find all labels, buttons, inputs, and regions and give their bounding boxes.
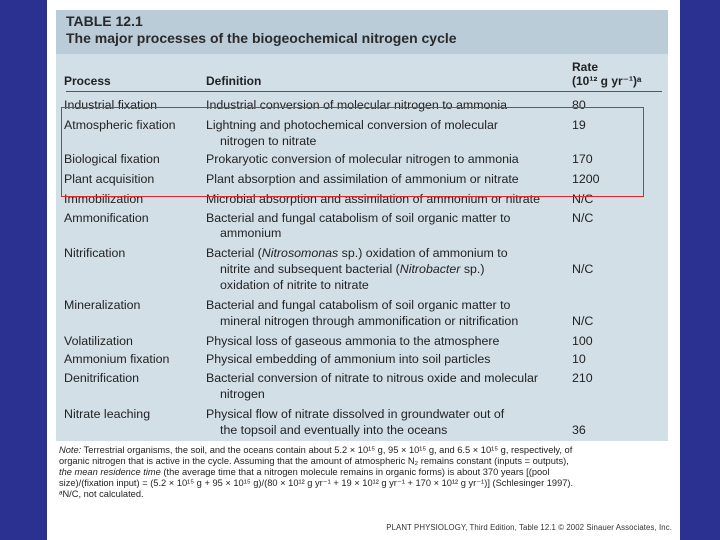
process-definition-cont: the topsoil and eventually into the oceans — [220, 423, 448, 437]
slide — [47, 0, 680, 540]
process-definition: Bacterial and fungal catabolism of soil organic matter to — [206, 211, 511, 225]
process-name: Atmospheric fixation — [64, 118, 176, 132]
process-rate: N/C — [572, 192, 594, 206]
process-rate: 170 — [572, 152, 593, 166]
process-definition: Prokaryotic conversion of molecular nitrogen to ammonia — [206, 152, 519, 166]
process-name: Volatilization — [64, 334, 133, 348]
process-definition: Bacterial conversion of nitrate to nitrous oxide and molecular — [206, 371, 538, 385]
process-name: Nitrification — [64, 246, 126, 260]
process-rate: 1200 — [572, 172, 600, 186]
process-definition: Physical loss of gaseous ammonia to the atmosphere — [206, 334, 500, 348]
process-definition: Bacterial and fungal catabolism of soil organic matter to — [206, 298, 511, 312]
process-rate: 19 — [572, 118, 586, 132]
process-rate: N/C — [572, 314, 594, 328]
note-line: the mean residence time (the average time that a nitrogen molecule remains in organic forms) is about 370 years [(pool — [59, 467, 550, 477]
table-number: TABLE 12.1 — [66, 13, 143, 29]
column-header-definition: Definition — [206, 74, 262, 88]
process-definition: Industrial conversion of molecular nitrogen to ammonia — [206, 98, 507, 112]
header-rule-bottom — [66, 91, 662, 92]
note-line: Note: Terrestrial organisms, the soil, and the oceans contain about 5.2 × 10¹⁵ g, 95 × 10¹⁵ g, and 6.5 × 10¹⁵ g, respectively, of — [59, 445, 573, 455]
table-header-band — [56, 10, 668, 54]
table-panel — [56, 10, 668, 441]
process-name: Nitrate leaching — [64, 407, 151, 421]
process-rate: 80 — [572, 98, 586, 112]
highlight-box — [61, 107, 644, 197]
process-definition-cont: mineral nitrogen through ammonification or nitrification — [220, 314, 519, 328]
process-definition-cont: oxidation of nitrite to nitrate — [220, 278, 369, 292]
process-name: Industrial fixation — [64, 98, 157, 112]
column-header-process: Process — [64, 74, 111, 88]
process-definition-cont: nitrogen — [220, 387, 265, 401]
process-rate: 36 — [572, 423, 586, 437]
table-title: The major processes of the biogeochemical nitrogen cycle — [66, 30, 457, 46]
column-header-rate: Rate — [572, 60, 599, 74]
process-rate: N/C — [572, 262, 594, 276]
process-definition-cont: ammonium — [220, 226, 282, 240]
source-credit: PLANT PHYSIOLOGY, Third Edition, Table 12.1 © 2002 Sinauer Associates, Inc. — [386, 523, 672, 532]
process-name: Ammonification — [64, 211, 149, 225]
process-name: Ammonium fixation — [64, 352, 170, 366]
process-name: Plant acquisition — [64, 172, 155, 186]
process-name: Biological fixation — [64, 152, 160, 166]
column-header-rate-unit: (10¹² g yr⁻¹)ᵃ — [572, 74, 642, 88]
note-line: size)/(fixation input) = (5.2 × 10¹⁵ g + 95 × 10¹⁵ g)/(80 × 10¹² g yr⁻¹ + 19 × 10¹² g yr⁻¹ + 170 × 10¹² g yr⁻¹)] (Schlesinger 1997). — [59, 478, 574, 488]
process-definition-cont: nitrogen to nitrate — [220, 134, 317, 148]
process-rate: 100 — [572, 334, 593, 348]
process-definition: Microbial absorption and assimilation of ammonium or nitrate — [206, 192, 541, 206]
process-definition-cont: nitrite and subsequent bacterial (Nitrobacter sp.) — [220, 262, 485, 276]
process-name: Immobilization — [64, 192, 144, 206]
process-definition: Lightning and photochemical conversion of molecular — [206, 118, 499, 132]
process-definition: Physical flow of nitrate dissolved in groundwater out of — [206, 407, 505, 421]
process-rate: 210 — [572, 371, 593, 385]
process-definition: Physical embedding of ammonium into soil particles — [206, 352, 491, 366]
process-rate: 10 — [572, 352, 586, 366]
process-rate: N/C — [572, 211, 594, 225]
process-definition: Plant absorption and assimilation of ammonium or nitrate — [206, 172, 519, 186]
note-line: organic nitrogen that is active in the cycle. Assuming that the amount of atmospheric N₂ remains constant (inputs = outputs), — [59, 456, 569, 466]
process-name: Denitrification — [64, 371, 140, 385]
footnote-a: ᵃN/C, not calculated. — [59, 489, 144, 499]
process-definition: Bacterial (Nitrosomonas sp.) oxidation of ammonium to — [206, 246, 508, 260]
process-name: Mineralization — [64, 298, 141, 312]
